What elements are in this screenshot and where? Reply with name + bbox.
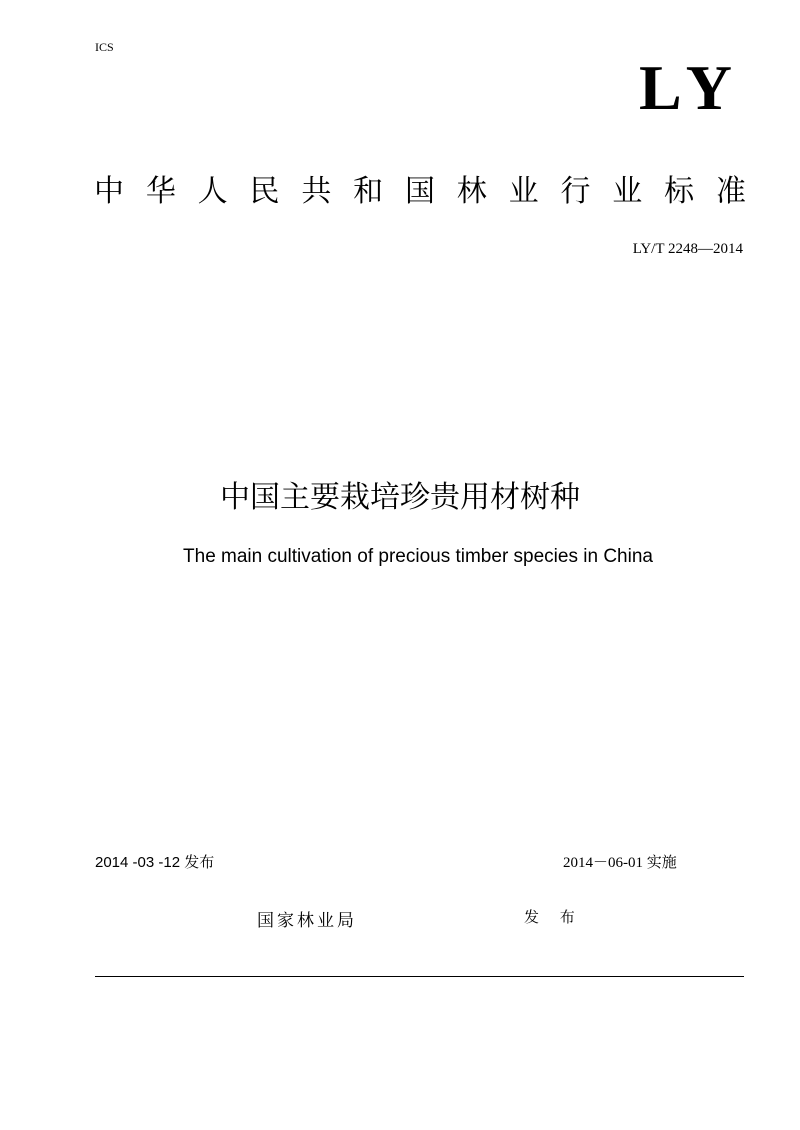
title-char: 人 bbox=[197, 174, 228, 209]
title-char: 林 bbox=[456, 174, 487, 209]
title-char: 业 bbox=[508, 174, 539, 209]
issuing-authority: 国家林业局 bbox=[257, 911, 357, 931]
issue-action-label: 发 布 bbox=[524, 908, 583, 926]
ics-label: ICS bbox=[95, 40, 114, 54]
standard-number: LY/T 2248—2014 bbox=[632, 241, 743, 257]
standard-mark-logo: LY bbox=[638, 52, 742, 123]
title-char: 和 bbox=[353, 174, 384, 209]
title-char: 国 bbox=[404, 174, 435, 209]
title-char: 共 bbox=[301, 174, 332, 209]
title-char: 中 bbox=[94, 174, 124, 209]
title-char: 行 bbox=[560, 174, 591, 209]
document-title-english: The main cultivation of precious timber species in China bbox=[183, 546, 653, 567]
standard-category-title bbox=[94, 174, 746, 210]
title-char: 标 bbox=[664, 174, 695, 209]
bottom-divider bbox=[95, 976, 744, 977]
issue-date: 2014 -03 -12 发布 bbox=[95, 854, 215, 871]
implementation-date: 2014－06-01 实施 bbox=[563, 855, 677, 871]
document-title-chinese: 中国主要栽培珍贵用材树种 bbox=[220, 480, 580, 515]
title-char: 业 bbox=[612, 174, 643, 209]
title-char: 华 bbox=[145, 174, 176, 209]
title-char: 民 bbox=[249, 174, 280, 209]
title-char: 准 bbox=[715, 174, 746, 209]
